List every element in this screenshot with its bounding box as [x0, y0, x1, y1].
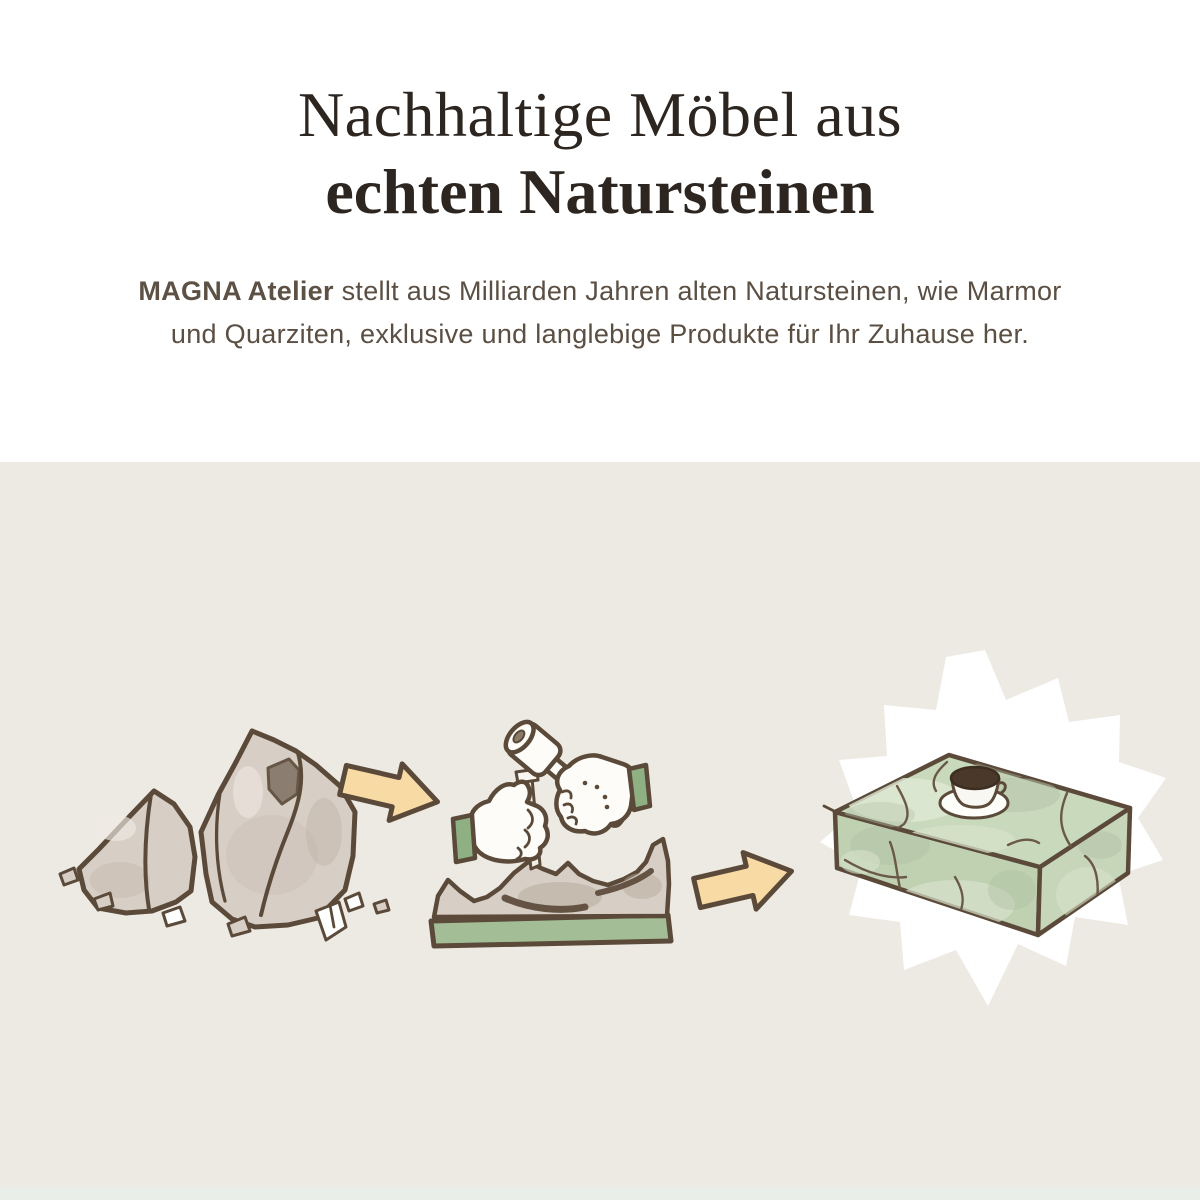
stone-debris	[163, 907, 185, 926]
next-section-edge	[0, 1187, 1200, 1200]
intro-text: stellt aus Milliarden Jahren alten Natursteinen, wie Marmor und Quarziten, exklusive und langlebige Produkte für Ihr Zuhause her.	[170, 276, 1062, 349]
right-hand-icon	[556, 755, 634, 833]
rock-shading	[306, 798, 342, 866]
rock-highlight	[233, 766, 263, 818]
rock-shading	[90, 862, 150, 898]
title-line-2: echten Natursteinen	[325, 156, 875, 227]
stone-debris	[345, 893, 363, 911]
knuckle-dot	[603, 795, 608, 800]
process-illustration	[0, 462, 1200, 1200]
finished-stone-table-icon	[820, 650, 1166, 1006]
title-line-1: Nachhaltige Möbel aus	[297, 79, 903, 150]
left-hand-icon	[470, 782, 547, 862]
rock-highlight	[96, 815, 136, 841]
right-cuff	[629, 765, 650, 810]
intro-paragraph	[135, 270, 1065, 356]
process-section	[0, 462, 1200, 1200]
left-cuff	[453, 815, 475, 862]
stone-carving-hands-icon	[431, 716, 671, 946]
knuckle-dot	[595, 785, 600, 790]
section-title	[0, 76, 1200, 230]
stone-debris	[60, 868, 78, 885]
coffee-surface	[951, 767, 999, 789]
raw-stones-icon	[60, 731, 389, 940]
stone-debris	[374, 900, 389, 913]
workbench-icon	[431, 915, 671, 946]
rock-shading	[226, 815, 318, 895]
knuckle-dot	[605, 805, 610, 810]
brand-name: MAGNA Atelier	[138, 276, 334, 306]
arrow-right-icon	[690, 843, 798, 921]
knuckle-dot	[583, 781, 588, 786]
hero-section	[0, 0, 1200, 462]
